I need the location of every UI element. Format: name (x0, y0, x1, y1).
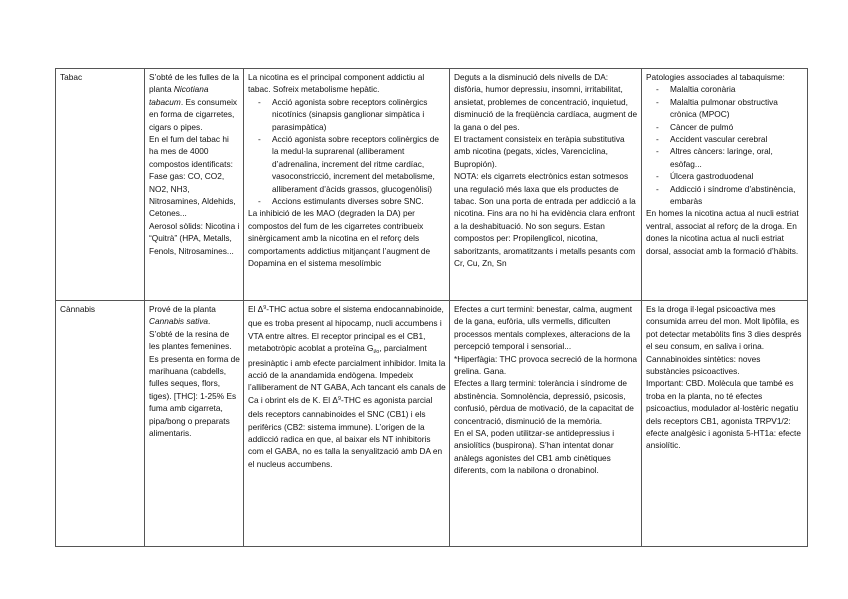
text-run: Malaltia pulmonar obstructiva crònica (MPOC) (670, 96, 778, 120)
paragraph (149, 133, 240, 170)
paragraph (248, 71, 446, 96)
paragraph (454, 353, 638, 378)
paragraph (454, 71, 638, 133)
paragraph (646, 303, 804, 353)
text-run: Malaltia coronària (670, 84, 736, 95)
text-run: S’obté de les fulles de la planta (149, 72, 239, 95)
text-run: . (208, 316, 211, 327)
list-item (646, 121, 804, 133)
text-run: La inhibició de les MAO (degraden la DA) per compostos del fum de les cigarretes contribueix sinèrgicament amb la nicotina en el reforç dels comportaments addictius mitjançant l’augment de Dopamina en el sistema mesolímbic (248, 208, 431, 269)
bullet-list (646, 83, 804, 207)
text-run: Aerosol sòlids: Nicotina i “Quitrà” (HPA, Metalls, Fenols, Nitrosamines... (149, 220, 240, 256)
superscript-text: 9 (337, 395, 341, 402)
text-run: Càncer de pulmó (670, 121, 734, 132)
text-run: En el SA, poden utilitzar-se antidepressius i ansiolítics (buspirona). S’han intentat donar anàlegs agonistes del CB1 amb cinètiques diferents, com la nabilona o dronabinol. (454, 428, 615, 476)
paragraph (454, 377, 638, 427)
text-run: Cannabinoides sintètics: noves substàncies psicoactives. (646, 353, 761, 377)
list-item (248, 96, 446, 133)
superscript-text: 9 (263, 305, 267, 311)
table-row (56, 69, 808, 301)
paragraph (149, 303, 240, 328)
list-item (248, 195, 446, 207)
list-item (646, 145, 804, 170)
list-item (248, 133, 446, 195)
table-body (56, 69, 808, 547)
list-item (646, 183, 804, 208)
source-cell (145, 301, 244, 547)
mechanism-cell (244, 69, 450, 301)
text-run: *Hiperfàgia: THC provoca secreció de la hormona grelina. Gana. (454, 353, 637, 377)
text-run: La nicotina es el principal component addictiu al tabac. Sofreix metabolisme hepàtic. (248, 72, 425, 95)
substance-name-cell: Cànnabis (56, 301, 145, 547)
source-cell (145, 69, 244, 301)
paragraph (454, 170, 638, 269)
paragraph (149, 220, 240, 257)
text-run: NOTA: els cigarrets electrònics estan sotmesos una regulació més laxa que els productes de tabac. Son una porta de entrada per addicció a la nicotina. Fins ara no hi ha evidència clara enfront a la deshabituació. No son segurs. Estan compostos per: Propilenglicol, nicotina, saboritzants, aromatitzants i metalls pesants com Cr, Cu, Zn, Sn (454, 171, 636, 269)
text-run: . Es consumeix en forma de cigarretes, cigars o pipes. (149, 96, 238, 132)
mechanism-cell (244, 301, 450, 547)
text-run: Acció agonista sobre receptors colinèrgics de la medul·la suprarenal (alliberament d’adrenalina, increment del ritme cardíac, vasoconstricció, increment del metabolisme, alliberament d’àcids grassos, glucogenòlisi) (272, 134, 439, 194)
text-run: -THC actua sobre el sistema endocannabinoide, que es troba present al hipocamp, nucli accumbens i VTA entre altres. El receptor principal es el CB1, metabotròpic acoblat a proteïna G (248, 304, 444, 354)
subscript-text: i/o (373, 349, 380, 356)
text-run: Important: CBD. Molècula que també es troba en la planta, no té efectes psicoactius, modulador al·lostèric negatiu dels receptors CB1, agonista TRPV1/2: efecte analgèsic i agonista 5-HT1a: efecte ansiolític. (646, 378, 801, 451)
text-run: Fase gas: CO, CO2, NO2, NH3, Nitrosamines, Aldehids, Cetones... (149, 171, 236, 219)
list-item (646, 133, 804, 145)
text-run: Patologies associades al tabaquisme: (646, 72, 785, 82)
text-run: El Δ (248, 304, 264, 314)
paragraph (454, 427, 638, 477)
list-item (646, 170, 804, 182)
text-run: Addicció i síndrome d’abstinència, embaràs (670, 183, 796, 207)
paragraph (248, 207, 446, 269)
paragraph (646, 207, 804, 257)
paragraph (149, 170, 240, 220)
paragraph (454, 133, 638, 170)
list-item (646, 96, 804, 121)
table-row (56, 301, 808, 547)
effects-cell (450, 301, 642, 547)
paragraph (454, 303, 638, 353)
italic-text: Nicotiana tabacum (149, 84, 209, 107)
list-item (646, 83, 804, 95)
paragraph (646, 71, 804, 83)
text-run: En el fum del tabac hi ha mes de 4000 compostos identificats: (149, 134, 233, 169)
text-run: Altres càncers: laringe, oral, esòfag... (670, 146, 773, 169)
text-run: Prové de la planta (149, 304, 216, 314)
bullet-list (248, 96, 446, 208)
text-run: -THC es agonista parcial dels receptors cannabinoides el SNC (CB1) i els perifèrics (CB2: sistema immune). L’origen de la addicció radica en que, al baixar els NT inhibitoris com el GABA, no es talla la senyalització amb DA en el nucleus accumbens. (248, 394, 443, 469)
text-run: En homes la nicotina actua al nucli estriat ventral, associat al reforç de la droga. En dones la nicotina actua al nucli estriat dorsal, associat amb la formació d’hàbits. (646, 208, 799, 256)
italic-text: Cannabis sativa (149, 316, 209, 327)
paragraph (149, 328, 240, 440)
text-run: Es la droga il·legal psicoactiva mes consumida arreu del mon. Molt lipòfila, es pot detectar metabòlits fins 3 dies després el seu consum, en saliva i orina. (646, 304, 802, 352)
text-run: Accident vascular cerebral (670, 134, 768, 145)
notes-cell (642, 301, 808, 547)
text-run: Acció agonista sobre receptors colinèrgics nicotínics (sinapsis ganglionar simpàtica i parasimpàtica) (272, 96, 428, 132)
effects-cell (450, 69, 642, 301)
text-run: Úlcera gastroduodenal (670, 171, 754, 182)
text-run: S’obté de la resina de les plantes femenines. Es presenta en forma de marihuana (cabdells, fulles seques, flors, tiges). [THC]: 1-25% Es fuma amb cigarreta, pipa/bong o preparats alimentaris. (149, 328, 240, 439)
text-run: , parcialment presinàptic i amb efecte parcialment inhibidor. Imita la acció de la anandamida endògena. Impedeix l’alliberament de NT GABA, Ach tancant els canals de Ca i obrint els de K. El Δ (248, 343, 446, 405)
text-run: Deguts a la disminució dels nivells de DA: disfòria, humor depressiu, insomni, irritabilitat, ansietat, problemes de concentració, inquietud, disminució de la freqüència cardíaca, augment de la gana o del pes. (454, 72, 638, 132)
substance-name-cell: Tabac (56, 69, 145, 301)
notes-cell (642, 69, 808, 301)
text-run: Efectes a curt termini: benestar, calma, augment de la gana, eufòria, ulls vermells, dificulten processos mentals complexes, alteracions de la percepció temporal i sensorial... (454, 304, 633, 352)
paragraph (646, 377, 804, 451)
text-run: Efectes a llarg termini: tolerància i síndrome de abstinència. Somnolència, depressió, psicosis, confusió, pèrdua de motivació, de la capacitat de concentració, disminució de la memòria. (454, 378, 634, 426)
text-run: El tractament consisteix en teràpia substitutiva amb nicotina (pegats, xicles, Varenciclina, Bupropión). (454, 134, 625, 169)
paragraph (248, 303, 446, 470)
paragraph (646, 353, 804, 378)
drug-comparison-table (55, 68, 808, 547)
text-run: Accions estimulants diverses sobre SNC. (272, 196, 424, 207)
paragraph (149, 71, 240, 133)
